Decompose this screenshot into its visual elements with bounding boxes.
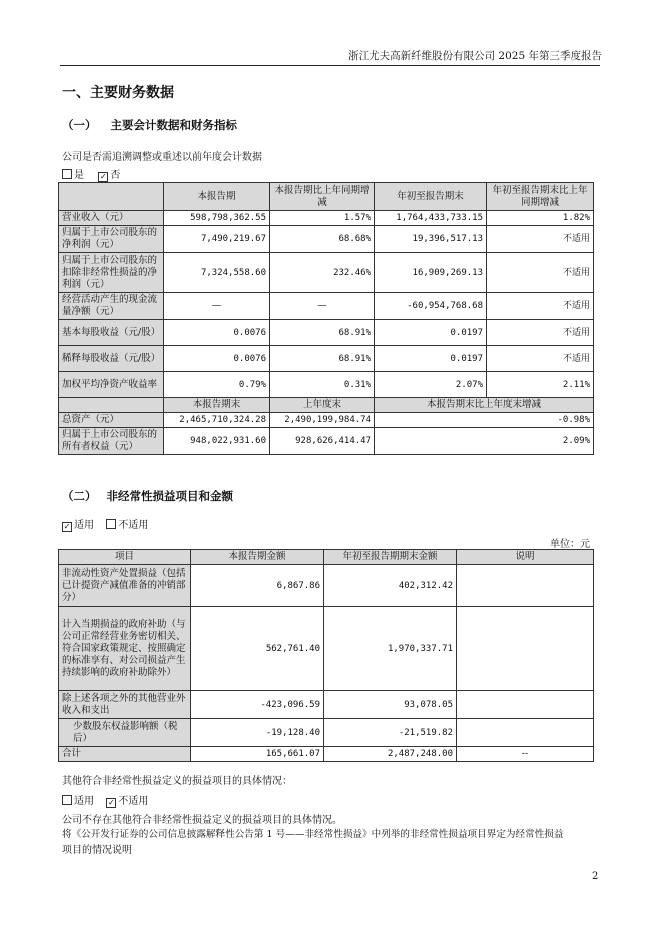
header-blank-cell bbox=[59, 183, 164, 211]
cell-value: 7,490,219.67 bbox=[164, 226, 270, 253]
apply-label-2: 适用 bbox=[74, 796, 94, 807]
subsection-1-heading bbox=[62, 117, 237, 133]
subsection-1-number: （一） bbox=[62, 118, 97, 132]
table-row bbox=[59, 226, 594, 253]
table-header-row bbox=[59, 183, 594, 211]
column-header: 本报告期比上年同期增减 bbox=[270, 183, 375, 211]
cell-value: -0.98% bbox=[375, 413, 594, 428]
cell-value: 1.57% bbox=[270, 211, 375, 226]
column-header: 年初至报告期末比上年同期增减 bbox=[487, 183, 594, 211]
table-row bbox=[59, 565, 594, 607]
cell-value bbox=[457, 719, 594, 747]
apply-checkbox-1[interactable]: ✓ bbox=[63, 522, 71, 531]
column-header: 本报告期金额 bbox=[191, 550, 324, 565]
column-header: 年初至报告期末 bbox=[375, 183, 487, 211]
apply-label-1: 适用 bbox=[74, 520, 94, 531]
column-header: 本报告期末比上年度末增减 bbox=[375, 398, 594, 413]
subsection-1-title: 主要会计数据和财务指标 bbox=[110, 118, 237, 132]
paragraph-classification-line1: 将《公开发行证券的公司信息披露解释性公告第 1 号——非经常性损益》中列举的非经常性损益项目界定为经常性损益 bbox=[62, 829, 564, 840]
restate-no-checkbox[interactable]: ✓ bbox=[100, 172, 107, 181]
row-label: 计入当期损益的政府补助（与公司正常经营业务密切相关、符合国家政策规定、按照确定的标准享有、对公司损益产生持续影响的政府补助除外） bbox=[59, 607, 191, 691]
cell-value: 402,312.42 bbox=[324, 565, 457, 607]
cell-value: 68.91% bbox=[270, 346, 375, 372]
other-items-note: 其他符合非经常性损益定义的损益项目的具体情况： bbox=[62, 776, 292, 787]
paragraph-classification-line2: 项目的情况说明 bbox=[62, 845, 132, 856]
report-header: 浙江尤夫高新纤维股份有限公司 2025 年第三季度报告 bbox=[348, 50, 602, 62]
cell-value: — bbox=[270, 293, 375, 320]
cell-value: 1,764,433,733.15 bbox=[375, 211, 487, 226]
restate-yes-checkbox[interactable] bbox=[62, 169, 72, 179]
subsection-2-title: 非经常性损益项目和金额 bbox=[106, 489, 233, 503]
cell-value: 0.0197 bbox=[375, 346, 487, 372]
row-label: 经营活动产生的现金流量净额（元） bbox=[59, 293, 164, 320]
table-row bbox=[59, 211, 594, 226]
cell-value: 948,022,931.60 bbox=[164, 428, 270, 455]
row-label: 加权平均净资产收益率 bbox=[59, 372, 164, 398]
cell-value: 93,078.05 bbox=[324, 691, 457, 719]
cell-value: 16,909,269.13 bbox=[375, 253, 487, 293]
cell-value: 2.11% bbox=[487, 372, 594, 398]
cell-value: 928,626,414.47 bbox=[270, 428, 375, 455]
unit-label: 单位：元 bbox=[550, 539, 590, 550]
cell-value: -19,128.40 bbox=[191, 719, 324, 747]
cell-value: 6,867.86 bbox=[191, 565, 324, 607]
cell-value: 232.46% bbox=[270, 253, 375, 293]
cell-value: 不适用 bbox=[487, 320, 594, 346]
cell-value: 562,761.40 bbox=[191, 607, 324, 691]
cell-value: 0.31% bbox=[270, 372, 375, 398]
cell-value: 2.09% bbox=[375, 428, 594, 455]
cell-value: 1,970,337.71 bbox=[324, 607, 457, 691]
cell-value: 2,465,710,324.28 bbox=[164, 413, 270, 428]
table-row bbox=[59, 293, 594, 320]
financial-indicators-table bbox=[58, 182, 594, 455]
row-label: 合计 bbox=[59, 747, 191, 762]
table-row bbox=[59, 691, 594, 719]
cell-value: 0.0197 bbox=[375, 320, 487, 346]
restate-no-label: 否 bbox=[110, 170, 121, 181]
column-header: 项目 bbox=[59, 550, 191, 565]
not-apply-label-1: 不适用 bbox=[118, 520, 149, 531]
table-row bbox=[59, 320, 594, 346]
cell-value: 165,661.07 bbox=[191, 747, 324, 762]
column-header: 年初至报告期期末金额 bbox=[324, 550, 457, 565]
table-row bbox=[59, 372, 594, 398]
cell-value: 不适用 bbox=[487, 293, 594, 320]
not-apply-label-2: 不适用 bbox=[118, 796, 149, 807]
table-row bbox=[59, 607, 594, 691]
restate-options bbox=[62, 166, 120, 182]
cell-value bbox=[457, 691, 594, 719]
applicable-options-1 bbox=[62, 516, 148, 532]
paragraph-no-other-items: 公司不存在其他符合非经常性损益定义的损益项目的具体情况。 bbox=[62, 815, 342, 826]
header-blank-cell bbox=[59, 398, 164, 413]
cell-value: -423,096.59 bbox=[191, 691, 324, 719]
column-header: 上年度末 bbox=[270, 398, 375, 413]
non-recurring-items-table bbox=[58, 549, 594, 762]
cell-value: 0.0076 bbox=[164, 346, 270, 372]
cell-value: 1.82% bbox=[487, 211, 594, 226]
row-label: 基本每股收益（元/股） bbox=[59, 320, 164, 346]
cell-value: 0.79% bbox=[164, 372, 270, 398]
apply-checkbox-2[interactable] bbox=[62, 795, 72, 805]
cell-value: 2,487,248.00 bbox=[324, 747, 457, 762]
page-number: 2 bbox=[592, 871, 599, 882]
row-label: 稀释每股收益（元/股） bbox=[59, 346, 164, 372]
subsection-2-number: （二） bbox=[62, 489, 97, 503]
row-label: 营业收入（元） bbox=[59, 211, 164, 226]
cell-value: -21,519.82 bbox=[324, 719, 457, 747]
cell-value: 0.0076 bbox=[164, 320, 270, 346]
cell-value: 不适用 bbox=[487, 253, 594, 293]
cell-value bbox=[457, 565, 594, 607]
cell-value bbox=[457, 607, 594, 691]
cell-value: 不适用 bbox=[487, 226, 594, 253]
section-title: 一、主要财务数据 bbox=[62, 85, 174, 101]
cell-value: 2,490,199,984.74 bbox=[270, 413, 375, 428]
cell-value: 2.07% bbox=[375, 372, 487, 398]
applicable-options-2 bbox=[62, 792, 148, 808]
row-label: 少数股东权益影响额（税后） bbox=[59, 719, 191, 747]
row-label: 归属于上市公司股东的扣除非经常性损益的净利润（元） bbox=[59, 253, 164, 293]
row-label: 非流动性资产处置损益（包括已计提资产减值准备的冲销部分） bbox=[59, 565, 191, 607]
table-header-row bbox=[59, 550, 594, 565]
cell-value: 598,798,362.55 bbox=[164, 211, 270, 226]
row-label: 归属于上市公司股东的净利润（元） bbox=[59, 226, 164, 253]
row-label: 除上述各项之外的其他营业外收入和支出 bbox=[59, 691, 191, 719]
cell-value: -- bbox=[457, 747, 594, 762]
column-header: 本报告期末 bbox=[164, 398, 270, 413]
not-apply-checkbox-2[interactable]: ✓ bbox=[108, 798, 115, 807]
table-row bbox=[59, 413, 594, 428]
cell-value: 68.68% bbox=[270, 226, 375, 253]
cell-value: -60,954,768.68 bbox=[375, 293, 487, 320]
header-divider bbox=[60, 65, 600, 66]
cell-value: 68.91% bbox=[270, 320, 375, 346]
row-label: 总资产（元） bbox=[59, 413, 164, 428]
cell-value: — bbox=[164, 293, 270, 320]
table-row bbox=[59, 253, 594, 293]
cell-value: 7,324,558.60 bbox=[164, 253, 270, 293]
restate-question: 公司是否需追溯调整或重述以前年度会计数据 bbox=[62, 152, 262, 163]
table-subheader-row bbox=[59, 398, 594, 413]
table-total-row bbox=[59, 747, 594, 762]
restate-yes-label: 是 bbox=[74, 170, 84, 181]
subsection-2-heading bbox=[62, 488, 233, 504]
table-row bbox=[59, 346, 594, 372]
column-header: 本报告期 bbox=[164, 183, 270, 211]
column-header: 说明 bbox=[457, 550, 594, 565]
row-label: 归属于上市公司股东的所有者权益（元） bbox=[59, 428, 164, 455]
not-apply-checkbox-1[interactable] bbox=[106, 519, 116, 529]
cell-value: 不适用 bbox=[487, 346, 594, 372]
table-row bbox=[59, 719, 594, 747]
table-row bbox=[59, 428, 594, 455]
cell-value: 19,396,517.13 bbox=[375, 226, 487, 253]
